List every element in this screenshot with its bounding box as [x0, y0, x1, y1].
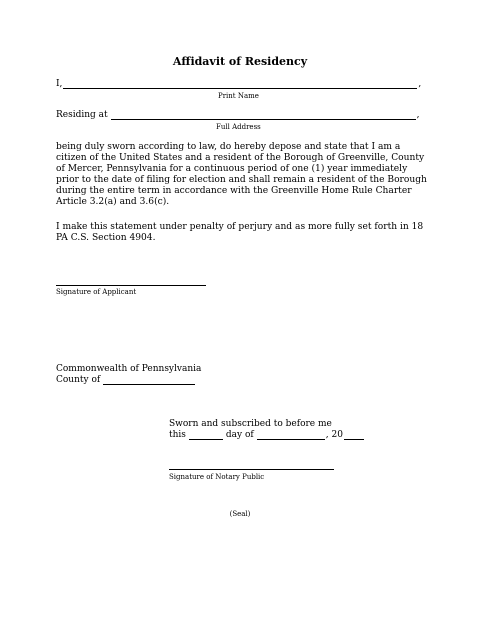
applicant-signature-line[interactable]: [56, 285, 206, 286]
day-field[interactable]: [189, 430, 223, 440]
print-name-row: [56, 79, 421, 89]
notary-signature-line[interactable]: [169, 469, 334, 470]
sworn-subscribed-label: Sworn and subscribed to before me: [169, 419, 332, 429]
print-name-field[interactable]: [63, 79, 417, 89]
perjury-statement: I make this statement under penalty of perjury and as more fully set forth in 18 PA C.S. Section 4904.: [56, 222, 424, 243]
notary-signature-caption: Signature of Notary Public: [169, 473, 265, 481]
year-field[interactable]: [344, 430, 364, 440]
date-day-of-label: day of: [225, 430, 254, 440]
full-address-caption: Full Address: [216, 123, 261, 131]
residing-suffix: ,: [416, 110, 420, 120]
name-prefix: I,: [56, 79, 63, 89]
month-field[interactable]: [257, 430, 325, 440]
full-address-row: [56, 110, 420, 120]
seal-label: (Seal): [229, 510, 251, 518]
county-label: County of: [56, 375, 101, 385]
notary-date-row: [169, 430, 365, 440]
date-year-prefix: , 20: [325, 430, 343, 440]
county-row: [56, 375, 196, 385]
date-this-label: this: [169, 430, 186, 440]
county-field[interactable]: [103, 375, 195, 385]
document-title: Affidavit of Residency: [172, 55, 308, 68]
residing-prefix: Residing at: [56, 110, 108, 120]
full-address-field[interactable]: [111, 110, 416, 120]
commonwealth-label: Commonwealth of Pennsylvania: [56, 364, 202, 374]
residency-statement: being duly sworn according to law, do hereby depose and state that I am a citizen of the United States and a resident of the Borough of Greenville, County of Mercer, Pennsylvania for a continuous period of one (1) year immediately prior to the date of filing for election and shall remain a resident of the Borough during the entire term in accordance with the Greenville Home Rule Charter Article 3.2(a) and 3.6(c).: [56, 142, 427, 207]
name-suffix: ,: [418, 79, 422, 89]
print-name-caption: Print Name: [218, 92, 259, 100]
applicant-signature-caption: Signature of Applicant: [56, 288, 137, 296]
